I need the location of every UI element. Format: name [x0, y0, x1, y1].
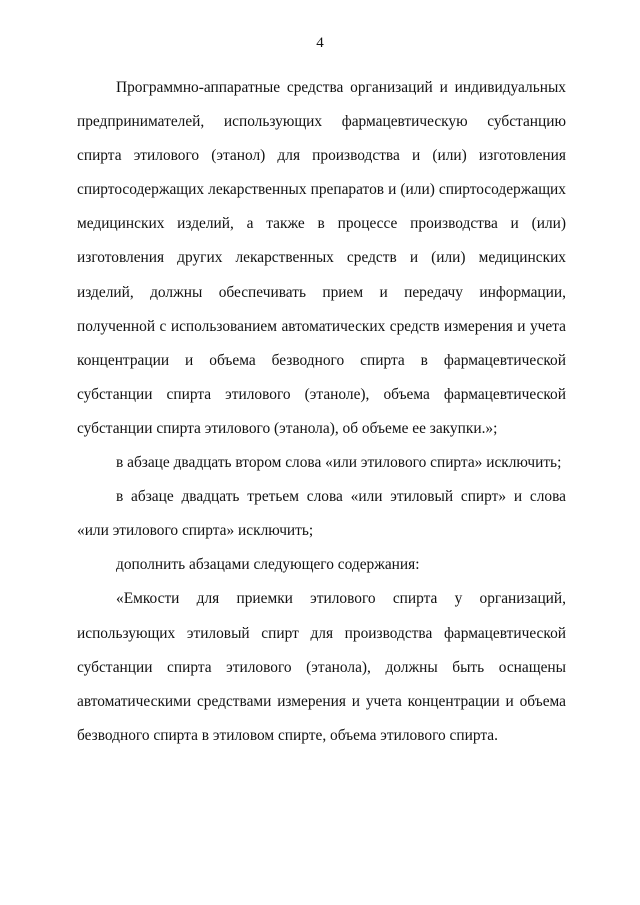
document-body [77, 71, 566, 753]
paragraph-supplement-intro: дополнить абзацами следующего содержания: [116, 556, 420, 574]
paragraph-software-hardware: Программно-аппаратные средства организаций и индивидуальных предпринимателей, использующих фармацевтическую субстанцию спирта этилового (этанол) для производства и (или) изготовления спиртосодержащих лекарственных препаратов и (или) спиртосодержащих медицинских изделий, а также в процессе производства и (или) изготовления других лекарственных средств и (или) медицинских изделий, должны обеспечивать прием и передачу информации, полученной с использованием автоматических средств измерения и учета концентрации и объема безводного спирта в фармацевтической субстанции спирта этилового (этаноле), объема фармацевтической субстанции спирта этилового (этанола), об объеме ее закупки.»; [77, 79, 566, 437]
paragraph-tanks-requirement: «Емкости для приемки этилового спирта у организаций, использующих этиловый спирт для производства фармацевтической субстанции спирта этилового (этанола), должны быть оснащены автоматическими средствами измерения и учета концентрации и объема безводного спирта в этиловом спирте, объема этилового спирта. [77, 590, 566, 744]
page-number: 4 [316, 35, 324, 51]
paragraph-amendment-22: в абзаце двадцать втором слова «или этилового спирта» исключить; [116, 454, 562, 472]
paragraph-amendment-23: в абзаце двадцать третьем слова «или этиловый спирт» и слова «или этилового спирта» исключить; [77, 488, 566, 540]
